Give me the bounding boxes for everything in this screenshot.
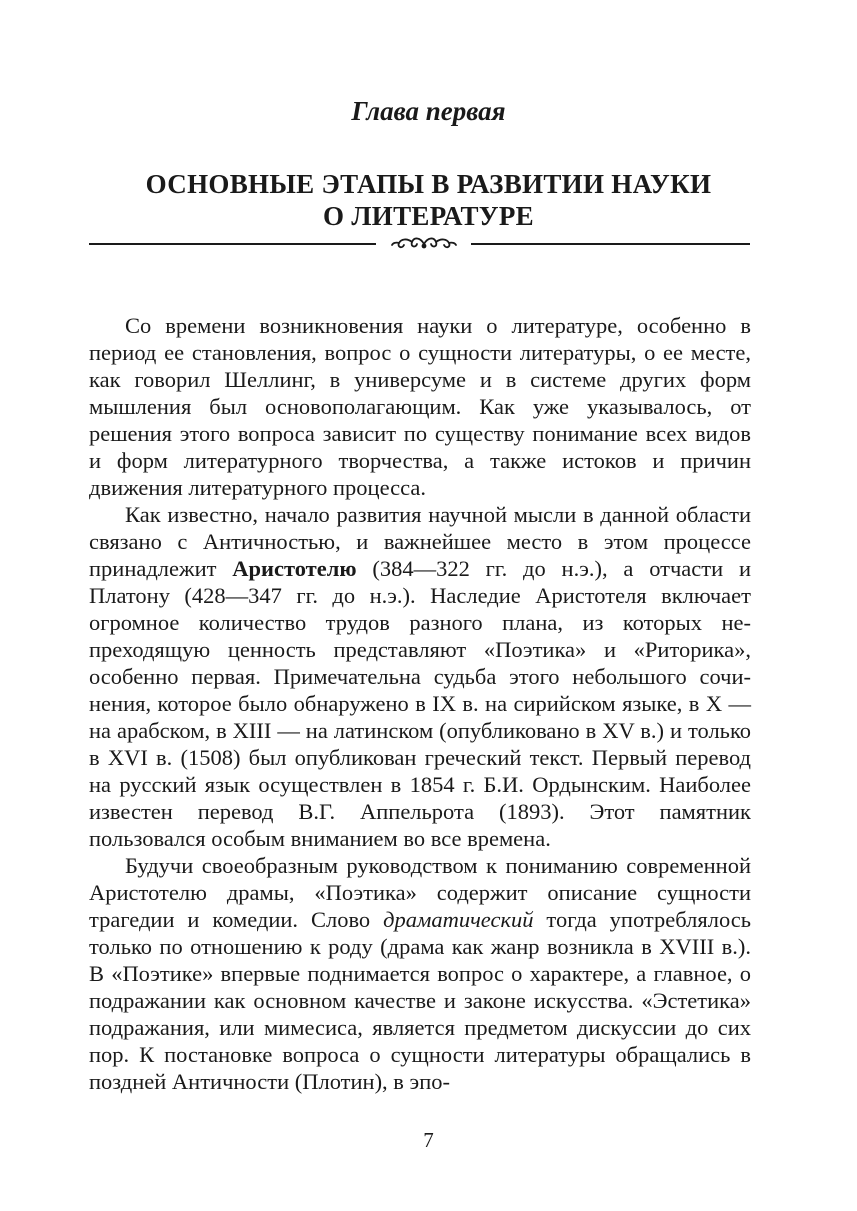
paragraph-3-after: тогда употреблялось только по отношению к роду (драма как жанр возникла в XVIII в.). В «Поэтике» впервые поднимается вопрос о характере, а главное, о подражании как основном качестве и законе искусства. «Эстетика» подражания, или мимесиса, является предметом дискуссии до сих пор. К постановке вопроса о сущности литературы обращались в поздней Античности (Плотин), в эпо-	[89, 907, 752, 1094]
paragraph-1: Со времени возникновения науки о литературе, особенно в период ее становления, вопрос о сущности литературы, о ее месте, как говорил Шеллинг, в универсуме и в системе других форм мышления был основополагающим. Как уже указывалось, от решения этого вопроса зависит по существу понимание всех видов и форм литературного творчества, а также истоков и причин движения литературного процесса.	[89, 313, 751, 500]
chapter-title-line-2: О ЛИТЕРАТУРЕ	[323, 201, 534, 231]
chapter-title	[60, 168, 797, 232]
ornament-icon	[390, 234, 458, 254]
body-text	[89, 312, 751, 1095]
paragraph-3-before: Будучи своеобразным руководством к пониманию современной Аристотелю драмы, «Поэтика» содержит описание сущности трагедии и комедии. Слово	[89, 853, 751, 932]
paragraph-2-after: (384—322 гг. до н.э.), а отчасти и Платону (428—347 гг. до н.э.). Наследие Аристотеля включает огромное количество трудов разного плана, из которых непреходящую ценность представляют «Поэтика» и «Риторика», особенно первая. Примечательна судьба этого небольшого сочинения, которое было обнаружено в IX в. на сирийском языке, в X — на арабском, в XIII — на латинском (опубликовано в XV в.) и только в XVI в. (1508) был опубликован греческий текст. Первый перевод на русский язык осуществлен в 1854 г. Б.И. Ордынским. Наиболее известен перевод В.Г. Аппельрота (1893). Этот памятник пользовался особым вниманием во все времена.	[89, 556, 751, 851]
divider-left	[89, 243, 376, 245]
paragraph-2-before: Как известно, начало развития научной мысли в данной области связано с Античностью, и важнейшее место в этом процессе принадлежит	[89, 502, 751, 581]
paragraph-3	[89, 852, 751, 1095]
divider-right	[471, 243, 750, 245]
chapter-label: Глава первая	[351, 96, 506, 126]
italic-term: драматический	[383, 907, 534, 932]
chapter-title-line-1: ОСНОВНЫЕ ЭТАПЫ В РАЗВИТИИ НАУКИ	[145, 169, 712, 199]
paragraph-2	[89, 501, 751, 852]
page-number: 7	[423, 1128, 434, 1152]
aristotle-bold-name: Аристотелю	[232, 556, 357, 581]
